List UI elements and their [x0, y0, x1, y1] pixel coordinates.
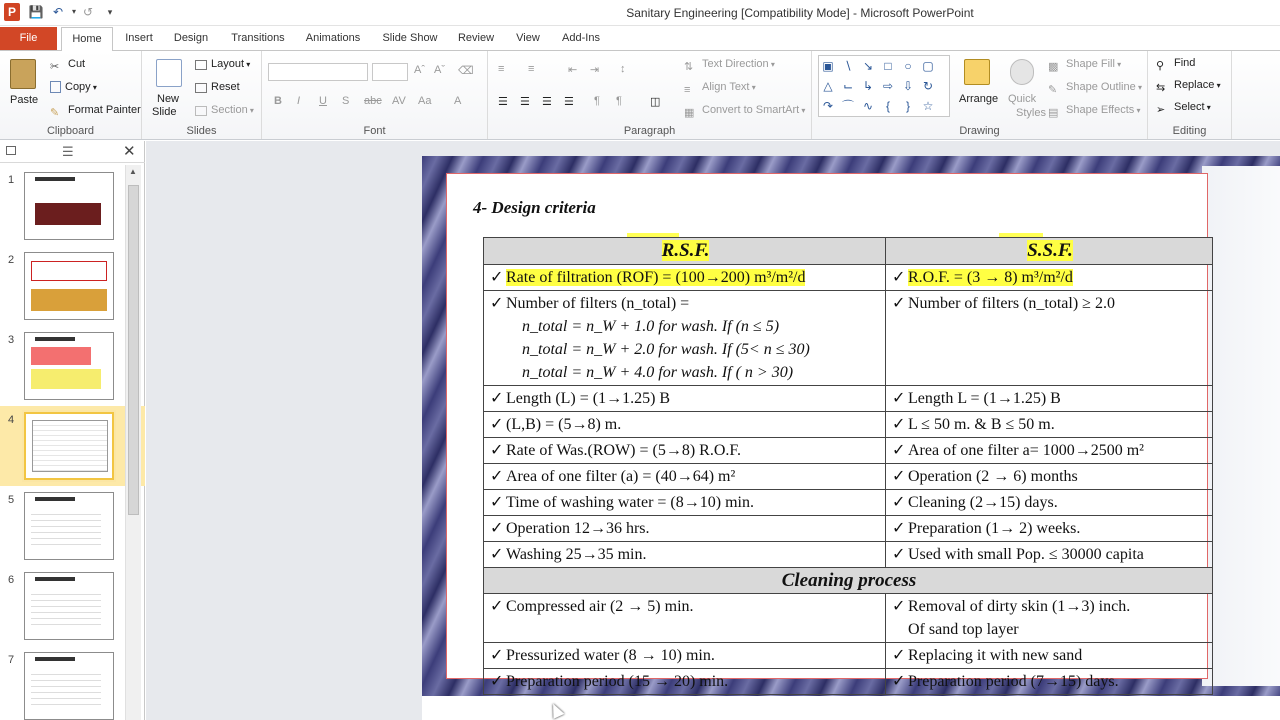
elbow-arrow-shape-icon[interactable]: ↳ — [862, 79, 874, 93]
cell-text: Removal of dirty skin (1→3) inch. — [908, 598, 1131, 615]
shape-effects-label: Shape Effects — [1066, 104, 1135, 116]
table-cell — [484, 412, 886, 438]
checkmark-icon: ✓ — [892, 269, 906, 286]
tab-home[interactable]: Home — [61, 27, 113, 51]
left-brace-shape-icon[interactable]: { — [885, 99, 890, 113]
scissors-icon: ✂ — [50, 61, 60, 73]
slides-group — [142, 51, 262, 139]
line-spacing-icon[interactable]: ↕ — [620, 63, 626, 75]
paste-icon[interactable] — [10, 59, 36, 89]
rectangle-shape-icon[interactable]: □ — [884, 59, 892, 73]
shape-outline-label: Shape Outline — [1066, 81, 1136, 93]
table-row — [484, 643, 1213, 669]
checkmark-icon: ✓ — [892, 295, 906, 312]
customize-qat-icon[interactable]: ▾ — [107, 7, 113, 17]
table-cell — [484, 669, 886, 695]
scroll-up-icon[interactable]: ▲ — [129, 167, 137, 176]
font-color-icon[interactable]: A — [454, 95, 462, 107]
drawing-group-label: Drawing — [959, 125, 1000, 137]
checkmark-icon: ✓ — [490, 546, 504, 563]
slide-editing-area — [146, 141, 1280, 720]
table-row — [484, 464, 1213, 490]
quick-styles-button-label2[interactable]: Styles — [1016, 107, 1046, 119]
slide-thumbnail-6[interactable] — [24, 572, 114, 640]
table-cell — [886, 438, 1213, 464]
freeform-shape-icon[interactable]: ∿ — [862, 99, 874, 113]
cell-text: Rate of Was.(ROW) = (5→8) R.O.F. — [506, 442, 742, 459]
replace-label: Replace — [1174, 79, 1215, 91]
italic-icon[interactable]: I — [297, 95, 301, 107]
cell-text: Time of washing water = (8→10) min. — [506, 494, 754, 511]
change-case-icon[interactable]: Aa — [418, 95, 432, 107]
table-cell — [886, 464, 1213, 490]
align-text-button[interactable]: ≡ Align Text ▾ — [684, 81, 756, 96]
thumbnail-number: 3 — [8, 334, 15, 346]
checkmark-icon: ✓ — [892, 468, 906, 485]
cell-text: Pressurized water (8 → 10) min. — [506, 647, 715, 664]
table-cell — [484, 265, 886, 291]
cell-text: Length (L) = (1→1.25) B — [506, 390, 671, 407]
arrange-icon[interactable] — [964, 59, 990, 85]
table-row — [484, 516, 1213, 542]
slide-thumbnail-7[interactable] — [24, 652, 114, 720]
tab-animations[interactable]: Animations — [305, 32, 361, 44]
align-right-icon[interactable]: ☰ — [542, 96, 552, 108]
title-bar — [0, 0, 1280, 26]
copy-icon — [50, 81, 61, 93]
table-cell — [886, 265, 1213, 291]
cell-text: Preparation period (7→15) days. — [908, 673, 1119, 690]
slide-thumbnail-3[interactable] — [24, 332, 114, 400]
table-cell — [484, 594, 886, 643]
align-center-icon[interactable]: ☰ — [520, 96, 530, 108]
star-shape-icon[interactable]: ☆ — [922, 99, 934, 113]
find-button[interactable] — [1156, 57, 1195, 73]
copy-label: Copy — [65, 81, 91, 93]
table-cell — [484, 386, 886, 412]
paragraph-group-label: Paragraph — [623, 125, 676, 137]
thumbnail-scrollbar[interactable] — [125, 165, 141, 720]
editing-group — [1148, 51, 1232, 139]
slide-thumbnail-4[interactable] — [24, 412, 114, 480]
section-icon — [195, 106, 207, 116]
pen-icon: ✎ — [1048, 84, 1058, 96]
table-row — [484, 438, 1213, 464]
cell-text: Preparation (1→ 2) weeks. — [908, 520, 1081, 537]
cell-text: R.O.F. = (3 → 8) m³/m²/d — [908, 269, 1073, 286]
tab-design[interactable]: Design — [173, 32, 209, 44]
checkmark-icon: ✓ — [892, 390, 906, 407]
section-header-row — [484, 568, 1213, 594]
curved-arrow-shape-icon[interactable]: ↷ — [822, 99, 834, 113]
table-row — [484, 386, 1213, 412]
cell-text: Rate of filtration (ROF) = (100→200) m³/m²/d — [506, 269, 806, 286]
paragraph-group — [488, 51, 812, 139]
line-shape-icon[interactable]: ∖ — [844, 59, 852, 73]
down-arrow-shape-icon[interactable]: ⇩ — [902, 79, 914, 93]
formula-line: n_total = n_W + 4.0 for wash. If ( n > 30) — [522, 364, 794, 381]
align-left-icon[interactable]: ☰ — [498, 96, 508, 108]
table-cell — [886, 291, 1213, 386]
cut-label: Cut — [68, 58, 86, 70]
checkmark-icon: ✓ — [490, 442, 504, 459]
format-painter-button[interactable] — [50, 104, 141, 120]
outline-tab-icon[interactable]: ☰ — [62, 144, 74, 159]
slide-canvas[interactable] — [422, 156, 1280, 720]
table-cell — [886, 594, 1213, 643]
bullets-icon[interactable]: ≡ — [498, 63, 505, 75]
textbox-shape-icon[interactable]: ▣ — [822, 59, 834, 73]
table-cell — [886, 643, 1213, 669]
slide-heading: 4- Design criteria — [473, 198, 596, 217]
arc-shape-icon[interactable]: ⌒ — [841, 99, 854, 113]
drawing-group — [812, 51, 1148, 139]
checkmark-icon: ✓ — [490, 468, 504, 485]
table-cell — [886, 386, 1213, 412]
powerpoint-app-icon[interactable]: P — [4, 3, 20, 21]
cut-button[interactable] — [50, 58, 85, 74]
section-button[interactable]: Section ▾ — [195, 104, 254, 116]
increase-indent-icon[interactable]: ⇥ — [590, 64, 600, 76]
cell-text: Washing 25→35 min. — [506, 546, 647, 563]
shapes-gallery[interactable] — [818, 55, 950, 117]
table-row — [484, 412, 1213, 438]
checkmark-icon: ✓ — [892, 494, 906, 511]
bold-icon[interactable]: B — [274, 95, 282, 107]
shrink-font-icon[interactable]: Aˇ — [434, 64, 445, 76]
cell-text: Replacing it with new sand — [908, 647, 1083, 664]
table-cell — [484, 516, 886, 542]
table-cell — [484, 291, 886, 386]
clipboard-group-label: Clipboard — [46, 125, 95, 137]
table-cell — [886, 412, 1213, 438]
cell-text: Length L = (1→1.25) B — [908, 390, 1061, 407]
checkmark-icon: ✓ — [490, 673, 504, 690]
text-direction-button[interactable]: ⇅ Text Direction ▾ — [684, 58, 775, 73]
paint-bucket-icon: ▩ — [1048, 61, 1059, 73]
binoculars-icon: ⚲ — [1156, 60, 1165, 72]
thumbnail-number: 2 — [8, 254, 15, 266]
checkmark-icon: ✓ — [490, 494, 504, 511]
cell-text: L ≤ 50 m. & B ≤ 50 m. — [908, 416, 1055, 433]
checkmark-icon: ✓ — [490, 295, 504, 312]
paintbrush-icon: ✎ — [50, 107, 60, 119]
table-row — [484, 542, 1213, 568]
cell-text: Number of filters (n_total) ≥ 2.0 — [908, 295, 1115, 312]
checkmark-icon: ✓ — [892, 520, 906, 537]
table-cell — [484, 464, 886, 490]
paste-button[interactable]: Paste — [10, 94, 39, 106]
table-row — [484, 594, 1213, 643]
cell-text: Preparation period (15 → 20) min. — [506, 673, 729, 690]
column-header-text: R.S.F. — [661, 240, 710, 261]
text-direction-label: Text Direction — [702, 58, 769, 70]
convert-smartart-button[interactable]: ▦ Convert to SmartArt ▾ — [684, 104, 806, 119]
slides-group-label: Slides — [186, 125, 217, 137]
slide-thumbnail-5[interactable] — [24, 492, 114, 560]
new-slide-icon[interactable] — [156, 59, 182, 87]
tab-insert[interactable]: Insert — [125, 32, 153, 44]
table-row — [484, 669, 1213, 695]
slide-background-panel — [1202, 166, 1280, 686]
copy-button[interactable]: Copy ▾ — [50, 81, 97, 93]
formula-line: n_total = n_W + 1.0 for wash. If (n ≤ 5) — [522, 318, 780, 335]
ribbon-home — [0, 50, 1280, 140]
convert-smartart-label: Convert to SmartArt — [702, 104, 800, 116]
reset-button[interactable] — [195, 81, 240, 93]
cell-text: Used with small Pop. ≤ 30000 capita — [908, 546, 1144, 563]
panel-header — [0, 141, 145, 163]
format-painter-label: Format Painter — [68, 104, 141, 116]
column-header-text: S.S.F. — [1027, 240, 1073, 261]
right-brace-shape-icon[interactable]: } — [905, 99, 910, 113]
font-group — [262, 51, 488, 139]
undo-dropdown-icon[interactable]: ▾ — [71, 7, 76, 16]
table-cell — [886, 490, 1213, 516]
replace-icon: ⇆ — [1156, 82, 1166, 94]
slides-thumbnail-panel — [0, 141, 145, 720]
checkmark-icon: ✓ — [490, 647, 504, 664]
tab-review[interactable]: Review — [457, 32, 495, 44]
font-size-combo[interactable] — [372, 63, 408, 81]
table-cell — [484, 542, 886, 568]
checkmark-icon: ✓ — [490, 598, 504, 615]
cell-text: Operation 12→36 hrs. — [506, 520, 650, 537]
reset-icon — [195, 83, 207, 93]
ltr-icon[interactable]: ¶ — [616, 95, 622, 107]
quick-styles-button[interactable]: Quick — [1008, 93, 1037, 105]
thumbnail-number: 6 — [8, 574, 15, 586]
oval-shape-icon[interactable]: ○ — [904, 59, 912, 73]
rtl-icon[interactable]: ¶ — [594, 95, 600, 107]
table-cell — [886, 516, 1213, 542]
redo-icon[interactable]: ↺ — [82, 5, 94, 19]
table-cell — [484, 438, 886, 464]
cell-text: Cleaning (2→15) days. — [908, 494, 1058, 511]
formula-line: n_total = n_W + 2.0 for wash. If (5< n ≤ 30) — [522, 341, 810, 358]
tab-transitions[interactable]: Transitions — [231, 32, 285, 44]
table-cell — [886, 542, 1213, 568]
checkmark-icon: ✓ — [490, 269, 504, 286]
grow-font-icon[interactable]: Aˆ — [414, 64, 425, 76]
cell-text-continued: Of sand top layer — [908, 621, 1019, 638]
select-label: Select — [1174, 101, 1205, 113]
slide-thumbnail-1[interactable] — [24, 172, 114, 240]
checkmark-icon: ✓ — [490, 416, 504, 433]
clear-formatting-icon[interactable]: ⌫ — [458, 65, 474, 77]
layout-icon — [195, 60, 207, 70]
checkmark-icon: ✓ — [892, 598, 906, 615]
shape-outline-button[interactable]: ✎ Shape Outline ▾ — [1048, 81, 1142, 96]
thumbnail-number: 7 — [8, 654, 15, 666]
clipboard-group — [0, 51, 142, 139]
content-textbox[interactable] — [446, 173, 1208, 690]
cell-text: Operation (2 → 6) months — [908, 468, 1078, 485]
circular-arrow-shape-icon[interactable]: ↻ — [922, 79, 934, 93]
table-header-row — [484, 238, 1213, 265]
rounded-rect-shape-icon[interactable]: ▢ — [922, 59, 934, 73]
design-criteria-table — [483, 237, 1213, 695]
font-group-label: Font — [363, 125, 386, 137]
numbering-icon[interactable]: ≡ — [528, 63, 535, 75]
slides-tab-icon[interactable] — [6, 146, 16, 155]
table-row — [484, 265, 1213, 291]
shape-fill-button[interactable]: ▩ Shape Fill ▾ — [1048, 58, 1122, 73]
align-text-label: Align Text — [702, 81, 750, 93]
editing-group-label: Editing — [1172, 125, 1207, 137]
cursor-select-icon: ➢ — [1156, 104, 1166, 116]
shape-fill-label: Shape Fill — [1066, 58, 1115, 70]
section-title: Cleaning process — [484, 568, 1213, 594]
undo-icon[interactable]: ↶ — [52, 5, 64, 19]
align-text-icon: ≡ — [684, 84, 691, 96]
shadow-icon[interactable]: S — [342, 95, 350, 107]
layout-label: Layout — [211, 58, 245, 70]
slide-thumbnail-2[interactable] — [24, 252, 114, 320]
effects-icon: ▤ — [1048, 107, 1059, 119]
find-label: Find — [1174, 57, 1196, 69]
quick-styles-icon[interactable] — [1010, 59, 1034, 85]
elbow-connector-shape-icon[interactable]: ⌙ — [842, 79, 854, 93]
scrollbar-thumb[interactable] — [128, 185, 139, 515]
checkmark-icon: ✓ — [892, 546, 906, 563]
select-button[interactable]: ➢ Select ▾ — [1156, 101, 1211, 116]
window-title: Sanitary Engineering [Compatibility Mode] - Microsoft PowerPoint — [626, 6, 974, 20]
checkmark-icon: ✓ — [892, 647, 906, 664]
layout-button[interactable]: Layout ▾ — [195, 58, 250, 70]
new-slide-button-label2[interactable]: Slide — [152, 106, 177, 118]
tab-slide-show[interactable]: Slide Show — [382, 32, 438, 44]
cell-text: (L,B) = (5→8) m. — [506, 416, 622, 433]
cell-text: Area of one filter a= 1000→2500 m² — [908, 442, 1144, 459]
underline-icon[interactable]: U — [319, 95, 327, 107]
checkmark-icon: ✓ — [490, 390, 504, 407]
table-cell — [484, 643, 886, 669]
close-panel-icon[interactable]: ✕ — [123, 143, 136, 160]
table-cell — [484, 490, 886, 516]
character-spacing-icon[interactable]: AV — [392, 95, 406, 107]
section-label: Section — [211, 104, 248, 116]
reset-label: Reset — [211, 81, 240, 93]
checkmark-icon: ✓ — [892, 442, 906, 459]
cell-text: Number of filters (n_total) = — [506, 295, 690, 312]
tab-view[interactable]: View — [516, 32, 540, 44]
triangle-shape-icon[interactable]: △ — [823, 79, 833, 93]
right-arrow-shape-icon[interactable]: ⇨ — [882, 79, 894, 93]
tab-add-ins[interactable]: Add-Ins — [562, 32, 600, 44]
checkmark-icon: ✓ — [892, 673, 906, 690]
table-cell — [886, 669, 1213, 695]
table-row — [484, 490, 1213, 516]
smartart-icon: ▦ — [684, 107, 695, 119]
table-row — [484, 291, 1213, 386]
text-direction-icon: ⇅ — [684, 61, 694, 73]
column-header-ssf — [886, 238, 1213, 265]
strikethrough-icon[interactable]: abc — [364, 95, 382, 107]
arrange-button[interactable]: Arrange — [959, 93, 999, 105]
save-icon[interactable]: 💾 — [28, 5, 44, 19]
arrow-line-shape-icon[interactable]: ↘ — [862, 59, 874, 73]
justify-icon[interactable]: ☰ — [564, 96, 574, 108]
cell-text: Compressed air (2 → 5) min. — [506, 598, 694, 615]
thumbnail-number: 4 — [8, 414, 15, 426]
cell-text: Area of one filter (a) = (40→64) m² — [506, 468, 736, 485]
column-header-rsf — [484, 238, 886, 265]
ribbon-tabs — [0, 26, 1280, 51]
tab-file[interactable]: File — [0, 27, 57, 51]
shape-effects-button[interactable]: ▤ Shape Effects ▾ — [1048, 104, 1141, 119]
decrease-indent-icon[interactable]: ⇤ — [568, 64, 578, 76]
thumbnail-number: 1 — [8, 174, 15, 186]
replace-button[interactable]: ⇆ Replace ▾ — [1156, 79, 1221, 94]
thumbnail-number: 5 — [8, 494, 15, 506]
columns-icon[interactable]: ◫ — [650, 96, 661, 108]
checkmark-icon: ✓ — [490, 520, 504, 537]
new-slide-button[interactable]: New — [157, 93, 180, 105]
font-name-combo[interactable] — [268, 63, 368, 81]
checkmark-icon: ✓ — [892, 416, 906, 433]
